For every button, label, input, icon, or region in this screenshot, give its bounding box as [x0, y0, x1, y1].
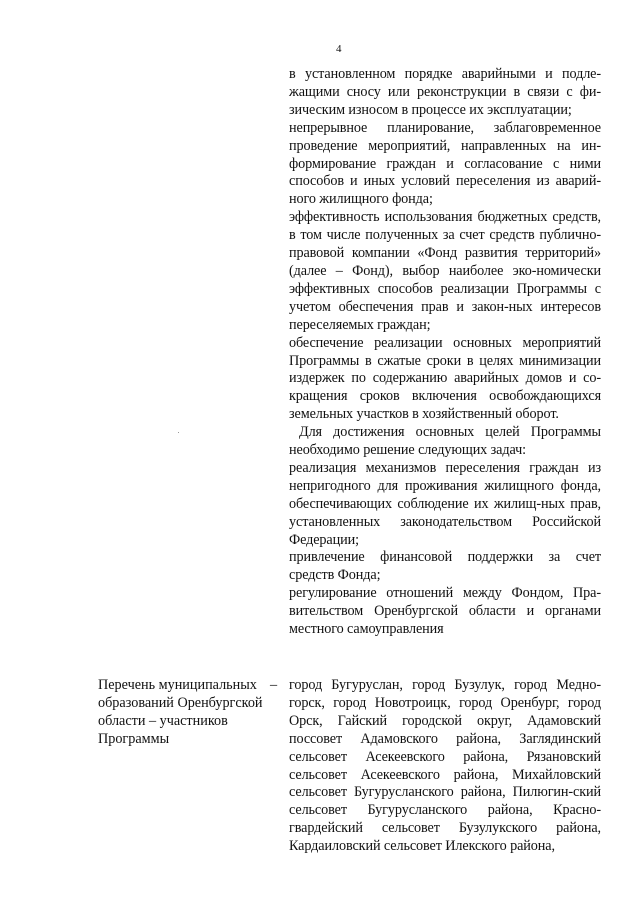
municipalities-label: Перечень муниципальных образований Оренбургской области – участников Программы: [98, 677, 263, 747]
paragraph-budget-efficiency: эффективность использования бюджетных средств, в том числе полученных за счет средств публично-правовой компании «Фонд развития территорий» (далее – Фонд), выбор наиболее эко-номически эффективных способов реализации Программы с учетом обеспечения прав и закон-ных интересов переселяемых граждан;: [289, 209, 601, 333]
municipalities-list: город Бугуруслан, город Бузулук, город Медно-горск, город Новотроицк, город Оренбург, город Орск, Гайский городской округ, Адамовский поссовет Адамовского района, Заглядинский сельсовет Асекеевского района, Рязановский сельсовет Асекеевского района, Михайловский сельсовет Бугурусланского района, Пилюгин-ский сельсовет Бугурусланского района, Красно-гвардейский сельсовет Бузулукского района, Кардаиловский сельсовет Илекского района,: [289, 677, 601, 855]
paragraph-resettlement-mechanisms: реализация механизмов переселения граждан из непригодного для проживания жилищного фонда, обеспечивающих соблюдение их жилищ-ных прав, установленных законодательством Российской Федерации;: [289, 459, 601, 548]
paragraph-continuous-planning: непрерывное планирование, заблаговременное проведение мероприятий, направленных на ин-формирование граждан и согласование с ними способов и иных условий переселения из аварий-ного жилищного фонда;: [289, 119, 601, 208]
scan-dot: [178, 432, 179, 433]
paragraph-implementation-timing: обеспечение реализации основных мероприятий Программы в сжатые сроки в целях минимизации издержек по содержанию аварийных домов и со-кращения сроков включения освобождающихся земельных участков в хозяйственный оборот.: [289, 334, 601, 423]
program-goals-text: [289, 66, 601, 639]
paragraph-relations-regulation: регулирование отношений между Фондом, Пра-вительством Оренбургской области и органами местного самоуправления: [289, 585, 601, 638]
page-number: 4: [336, 43, 342, 55]
paragraph-tasks-intro: Для достижения основных целей Программы необходимо решение следующих задач:: [289, 424, 601, 459]
paragraph-financial-support: привлечение финансовой поддержки за счет средств Фонда;: [289, 549, 601, 584]
paragraph-emergency-housing: в установленном порядке аварийными и подле-жащими сносу или реконструкции в связи с фи-зическим износом в процессе их эксплуатации;: [289, 66, 601, 118]
label-dash: –: [270, 677, 278, 693]
